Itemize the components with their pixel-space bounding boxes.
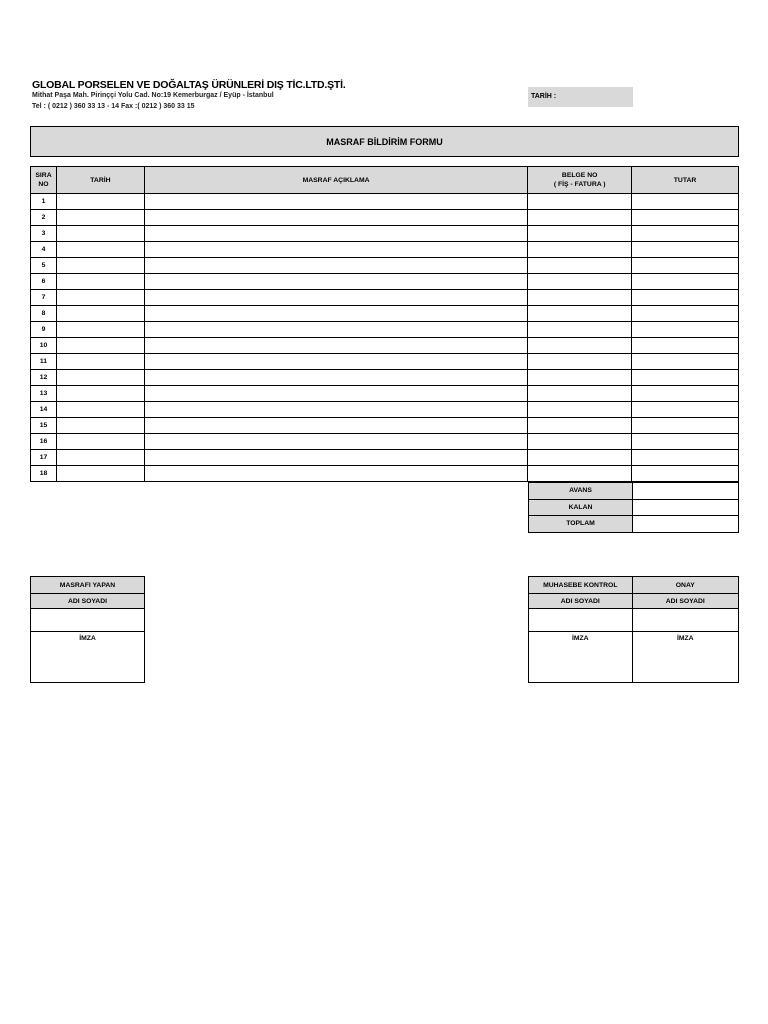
row-description-cell[interactable] — [144, 418, 527, 434]
row-document-cell[interactable] — [528, 226, 632, 242]
row-description-cell[interactable] — [144, 338, 527, 354]
row-number: 11 — [31, 354, 57, 370]
expense-table — [30, 166, 739, 482]
row-date-cell[interactable] — [56, 354, 144, 370]
row-amount-cell[interactable] — [632, 338, 739, 354]
row-date-cell[interactable] — [56, 434, 144, 450]
table-header-row — [31, 167, 739, 194]
table-row — [31, 418, 739, 434]
row-description-cell[interactable] — [144, 226, 527, 242]
company-address: Mithat Paşa Mah. Pirinççi Yolu Cad. No:19 Kemerburgaz / Eyüp - İstanbul — [32, 92, 274, 99]
col-sira-header: SIRA NO — [31, 167, 57, 194]
row-date-cell[interactable] — [56, 290, 144, 306]
row-number: 13 — [31, 386, 57, 402]
row-description-cell[interactable] — [144, 386, 527, 402]
row-number: 10 — [31, 338, 57, 354]
row-document-cell[interactable] — [528, 466, 632, 482]
right-signature-cell[interactable]: İMZA — [632, 632, 738, 683]
row-description-cell[interactable] — [144, 306, 527, 322]
right-name-label: ADI SOYADI — [632, 594, 738, 609]
row-document-cell[interactable] — [528, 258, 632, 274]
table-row — [31, 242, 739, 258]
row-amount-cell[interactable] — [632, 434, 739, 450]
row-document-cell[interactable] — [528, 418, 632, 434]
row-amount-cell[interactable] — [632, 306, 739, 322]
row-document-cell[interactable] — [528, 322, 632, 338]
col-belge-header: BELGE NO ( FİŞ - FATURA ) — [528, 167, 632, 194]
kalan-label: KALAN — [529, 499, 633, 516]
row-number: 7 — [31, 290, 57, 306]
row-description-cell[interactable] — [144, 466, 527, 482]
row-date-cell[interactable] — [56, 194, 144, 210]
right-name-cell[interactable] — [632, 609, 738, 632]
row-document-cell[interactable] — [528, 370, 632, 386]
totals-row — [529, 516, 739, 533]
row-amount-cell[interactable] — [632, 290, 739, 306]
row-amount-cell[interactable] — [632, 370, 739, 386]
row-number: 8 — [31, 306, 57, 322]
row-number: 15 — [31, 418, 57, 434]
row-document-cell[interactable] — [528, 290, 632, 306]
row-date-cell[interactable] — [56, 418, 144, 434]
row-document-cell[interactable] — [528, 402, 632, 418]
left-name-cell[interactable] — [31, 609, 145, 632]
row-amount-cell[interactable] — [632, 402, 739, 418]
row-date-cell[interactable] — [56, 370, 144, 386]
table-row — [31, 338, 739, 354]
mid-signature-cell[interactable]: İMZA — [529, 632, 633, 683]
table-row — [31, 466, 739, 482]
company-phone: Tel : ( 0212 ) 360 33 13 - 14 Fax :( 0212 ) 360 33 15 — [32, 103, 195, 110]
kalan-value-cell[interactable] — [633, 499, 739, 516]
onay-header: ONAY — [632, 577, 738, 594]
row-description-cell[interactable] — [144, 322, 527, 338]
row-document-cell[interactable] — [528, 242, 632, 258]
row-date-cell[interactable] — [56, 402, 144, 418]
row-number: 9 — [31, 322, 57, 338]
avans-value-cell[interactable] — [633, 483, 739, 500]
row-document-cell[interactable] — [528, 338, 632, 354]
row-document-cell[interactable] — [528, 354, 632, 370]
table-row — [31, 402, 739, 418]
row-number: 4 — [31, 242, 57, 258]
row-number: 3 — [31, 226, 57, 242]
row-number: 5 — [31, 258, 57, 274]
table-row — [31, 370, 739, 386]
mid-name-label: ADI SOYADI — [529, 594, 633, 609]
row-document-cell[interactable] — [528, 386, 632, 402]
masrafi-yapan-header: MASRAFI YAPAN — [31, 577, 145, 594]
table-row — [31, 386, 739, 402]
row-amount-cell[interactable] — [632, 210, 739, 226]
date-label: TARİH : — [531, 93, 557, 100]
row-description-cell[interactable] — [144, 274, 527, 290]
row-number: 17 — [31, 450, 57, 466]
row-amount-cell[interactable] — [632, 466, 739, 482]
row-description-cell[interactable] — [144, 290, 527, 306]
row-number: 1 — [31, 194, 57, 210]
row-number: 12 — [31, 370, 57, 386]
row-number: 6 — [31, 274, 57, 290]
left-signature-cell[interactable]: İMZA — [31, 632, 145, 683]
row-number: 16 — [31, 434, 57, 450]
row-amount-cell[interactable] — [632, 354, 739, 370]
row-description-cell[interactable] — [144, 242, 527, 258]
table-row — [31, 194, 739, 210]
toplam-value-cell[interactable] — [633, 516, 739, 533]
row-description-cell[interactable] — [144, 210, 527, 226]
row-description-cell[interactable] — [144, 402, 527, 418]
table-row — [31, 322, 739, 338]
row-amount-cell[interactable] — [632, 274, 739, 290]
row-amount-cell[interactable] — [632, 258, 739, 274]
table-row — [31, 274, 739, 290]
col-tarih-header: TARİH — [56, 167, 144, 194]
company-name: GLOBAL PORSELEN VE DOĞALTAŞ ÜRÜNLERİ DIŞ TİC.LTD.ŞTİ. — [32, 79, 346, 91]
row-date-cell[interactable] — [56, 258, 144, 274]
row-document-cell[interactable] — [528, 194, 632, 210]
row-document-cell[interactable] — [528, 434, 632, 450]
toplam-label: TOPLAM — [529, 516, 633, 533]
totals-row — [529, 483, 739, 500]
left-name-label: ADI SOYADI — [31, 594, 145, 609]
row-number: 18 — [31, 466, 57, 482]
row-date-cell[interactable] — [56, 274, 144, 290]
row-date-cell[interactable] — [56, 210, 144, 226]
row-amount-cell[interactable] — [632, 386, 739, 402]
row-date-cell[interactable] — [56, 386, 144, 402]
table-row — [31, 210, 739, 226]
form-title: MASRAF BİLDİRİM FORMU — [30, 126, 739, 157]
row-date-cell[interactable] — [56, 306, 144, 322]
table-row — [31, 290, 739, 306]
mid-name-cell[interactable] — [529, 609, 633, 632]
muhasebe-kontrol-header: MUHASEBE KONTROL — [529, 577, 633, 594]
avans-label: AVANS — [529, 483, 633, 500]
row-document-cell[interactable] — [528, 306, 632, 322]
row-description-cell[interactable] — [144, 194, 527, 210]
row-amount-cell[interactable] — [632, 242, 739, 258]
row-description-cell[interactable] — [144, 450, 527, 466]
row-amount-cell[interactable] — [632, 194, 739, 210]
row-date-cell[interactable] — [56, 450, 144, 466]
row-description-cell[interactable] — [144, 258, 527, 274]
table-row — [31, 450, 739, 466]
row-date-cell[interactable] — [56, 242, 144, 258]
table-row — [31, 226, 739, 242]
totals-table — [528, 482, 739, 533]
row-description-cell[interactable] — [144, 354, 527, 370]
table-row — [31, 354, 739, 370]
row-amount-cell[interactable] — [632, 418, 739, 434]
col-tutar-header: TUTAR — [632, 167, 739, 194]
table-row — [31, 258, 739, 274]
row-date-cell[interactable] — [56, 466, 144, 482]
row-number: 14 — [31, 402, 57, 418]
totals-row — [529, 499, 739, 516]
col-aciklama-header: MASRAF AÇIKLAMA — [144, 167, 527, 194]
table-row — [31, 306, 739, 322]
table-row — [31, 434, 739, 450]
row-description-cell[interactable] — [144, 370, 527, 386]
row-number: 2 — [31, 210, 57, 226]
signature-right-table — [528, 576, 739, 683]
row-description-cell[interactable] — [144, 434, 527, 450]
row-amount-cell[interactable] — [632, 322, 739, 338]
row-amount-cell[interactable] — [632, 450, 739, 466]
row-date-cell[interactable] — [56, 226, 144, 242]
row-date-cell[interactable] — [56, 322, 144, 338]
row-document-cell[interactable] — [528, 274, 632, 290]
signature-left-table — [30, 576, 145, 683]
row-document-cell[interactable] — [528, 450, 632, 466]
row-date-cell[interactable] — [56, 338, 144, 354]
row-amount-cell[interactable] — [632, 226, 739, 242]
row-document-cell[interactable] — [528, 210, 632, 226]
